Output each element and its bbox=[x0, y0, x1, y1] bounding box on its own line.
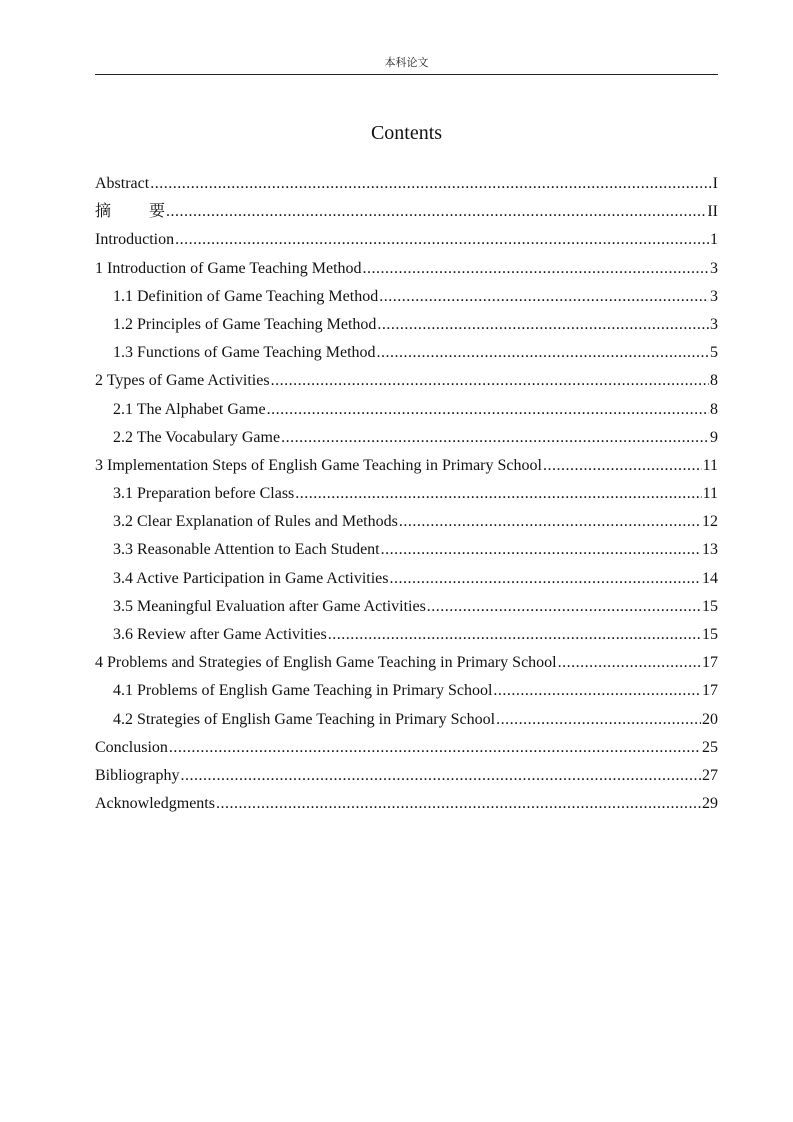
toc-entry-section-4-2[interactable] bbox=[95, 706, 718, 734]
toc-dot-leader bbox=[295, 480, 701, 508]
toc-entry-page: 14 bbox=[702, 569, 718, 587]
toc-entry-section-1-3[interactable] bbox=[95, 339, 718, 367]
toc-dot-leader bbox=[543, 452, 702, 480]
toc-entry-section-2-1[interactable] bbox=[95, 396, 718, 424]
toc-entry-label: 4.1 Problems of English Game Teaching in Primary School bbox=[113, 682, 493, 700]
toc-dot-leader bbox=[281, 424, 709, 452]
toc-entry-page: 29 bbox=[702, 795, 718, 813]
toc-dot-leader bbox=[216, 790, 701, 818]
toc-entry-label: Bibliography bbox=[95, 766, 180, 784]
toc-entry-label: 3.4 Active Participation in Game Activities bbox=[113, 569, 389, 587]
toc-entry-chapter-2[interactable] bbox=[95, 367, 718, 395]
toc-entry-label: 3.3 Reasonable Attention to Each Student bbox=[113, 541, 380, 559]
toc-entry-section-1-2[interactable] bbox=[95, 311, 718, 339]
toc-entry-page: 11 bbox=[702, 485, 718, 503]
toc-dot-leader bbox=[150, 170, 711, 198]
toc-dot-leader bbox=[379, 283, 709, 311]
toc-entry-page: 1 bbox=[710, 231, 718, 249]
toc-entry-section-3-2[interactable] bbox=[95, 508, 718, 536]
toc-entry-label: Acknowledgments bbox=[95, 795, 215, 813]
toc-entry-page: 11 bbox=[702, 456, 718, 474]
toc-entry-chapter-1[interactable] bbox=[95, 255, 718, 283]
toc-entry-page: II bbox=[707, 203, 718, 221]
toc-entry-label: 2.1 The Alphabet Game bbox=[113, 400, 266, 418]
toc-entry-page: 15 bbox=[702, 626, 718, 643]
toc-entry-page: I bbox=[712, 175, 718, 192]
toc-entry-introduction[interactable] bbox=[95, 226, 718, 254]
toc-entry-label: 4.2 Strategies of English Game Teaching in Primary School bbox=[113, 710, 496, 728]
toc-entry-page: 12 bbox=[702, 513, 718, 531]
toc-entry-label: 1.3 Functions of Game Teaching Method bbox=[113, 344, 376, 362]
toc-dot-leader bbox=[399, 508, 701, 536]
toc-entry-page: 3 bbox=[710, 259, 718, 277]
toc-entry-label: 1 Introduction of Game Teaching Method bbox=[95, 259, 362, 277]
toc-entry-chapter-4[interactable] bbox=[95, 649, 718, 677]
toc-entry-bibliography[interactable] bbox=[95, 762, 718, 790]
toc-dot-leader bbox=[496, 706, 701, 734]
toc-entry-label-char: 摘 bbox=[95, 203, 112, 221]
toc-entry-page: 15 bbox=[702, 597, 718, 615]
toc-dot-leader bbox=[175, 226, 709, 254]
toc-entry-label: Conclusion bbox=[95, 738, 168, 756]
toc-entry-page: 9 bbox=[710, 428, 718, 446]
toc-dot-leader bbox=[363, 255, 709, 283]
toc-dot-leader bbox=[271, 367, 709, 395]
toc-entry-label: 2.2 The Vocabulary Game bbox=[113, 428, 281, 446]
toc-entry-page: 17 bbox=[702, 654, 718, 672]
toc-entry-page: 3 bbox=[710, 287, 718, 305]
toc-entry-section-3-3[interactable] bbox=[95, 536, 718, 564]
toc-entry-section-4-1[interactable] bbox=[95, 677, 718, 705]
toc-entry-label: 3.5 Meaningful Evaluation after Game Activities bbox=[113, 597, 426, 615]
toc-entry-section-3-5[interactable] bbox=[95, 593, 718, 621]
toc-dot-leader bbox=[267, 396, 709, 424]
toc-entry-section-1-1[interactable] bbox=[95, 283, 718, 311]
toc-entry-label bbox=[95, 198, 165, 226]
toc-dot-leader bbox=[328, 621, 701, 649]
toc-dot-leader bbox=[558, 649, 701, 677]
toc-entry-label: 3.6 Review after Game Activities bbox=[113, 626, 327, 643]
toc-dot-leader bbox=[166, 198, 706, 226]
toc-entry-page: 25 bbox=[702, 738, 718, 756]
contents-title: Contents bbox=[370, 122, 443, 144]
toc-dot-leader bbox=[493, 677, 701, 705]
toc-entry-label: 1.1 Definition of Game Teaching Method bbox=[113, 287, 379, 305]
toc-entry-label: 3.2 Clear Explanation of Rules and Methods bbox=[113, 513, 398, 531]
toc-entry-label-char: 要 bbox=[149, 203, 166, 221]
toc-entry-section-2-2[interactable] bbox=[95, 424, 718, 452]
running-header-title: 本科论文 bbox=[384, 57, 429, 69]
toc-entry-section-3-6[interactable] bbox=[95, 621, 718, 649]
toc-dot-leader bbox=[180, 762, 701, 790]
toc-entry-label: 3 Implementation Steps of English Game Teaching in Primary School bbox=[95, 456, 542, 474]
toc-entry-label: 3.1 Preparation before Class bbox=[113, 485, 295, 503]
toc-entry-page: 17 bbox=[702, 682, 718, 700]
toc-entry-abstract[interactable] bbox=[95, 170, 718, 198]
table-of-contents bbox=[95, 170, 718, 818]
toc-dot-leader bbox=[377, 311, 709, 339]
toc-entry-page: 20 bbox=[702, 710, 718, 728]
toc-entry-page: 3 bbox=[710, 315, 718, 333]
toc-entry-page: 13 bbox=[702, 541, 718, 559]
toc-entry-chinese-abstract[interactable] bbox=[95, 198, 718, 226]
toc-entry-label: Abstract bbox=[95, 175, 150, 192]
toc-dot-leader bbox=[390, 565, 702, 593]
toc-entry-page: 8 bbox=[710, 372, 718, 390]
toc-entry-acknowledgments[interactable] bbox=[95, 790, 718, 818]
toc-entry-label: 4 Problems and Strategies of English Game Teaching in Primary School bbox=[95, 654, 557, 672]
toc-dot-leader bbox=[381, 536, 701, 564]
toc-entry-page: 5 bbox=[710, 344, 718, 362]
toc-dot-leader bbox=[169, 734, 701, 762]
toc-entry-label: 2 Types of Game Activities bbox=[95, 372, 270, 390]
toc-entry-label: 1.2 Principles of Game Teaching Method bbox=[113, 315, 377, 333]
toc-entry-page: 8 bbox=[710, 400, 718, 418]
toc-entry-label: Introduction bbox=[95, 231, 175, 249]
toc-entry-page: 27 bbox=[702, 766, 718, 784]
toc-entry-chapter-3[interactable] bbox=[95, 452, 718, 480]
toc-entry-section-3-4[interactable] bbox=[95, 565, 718, 593]
toc-entry-section-3-1[interactable] bbox=[95, 480, 718, 508]
running-header bbox=[95, 54, 718, 75]
toc-dot-leader bbox=[427, 593, 701, 621]
toc-entry-conclusion[interactable] bbox=[95, 734, 718, 762]
toc-dot-leader bbox=[377, 339, 709, 367]
